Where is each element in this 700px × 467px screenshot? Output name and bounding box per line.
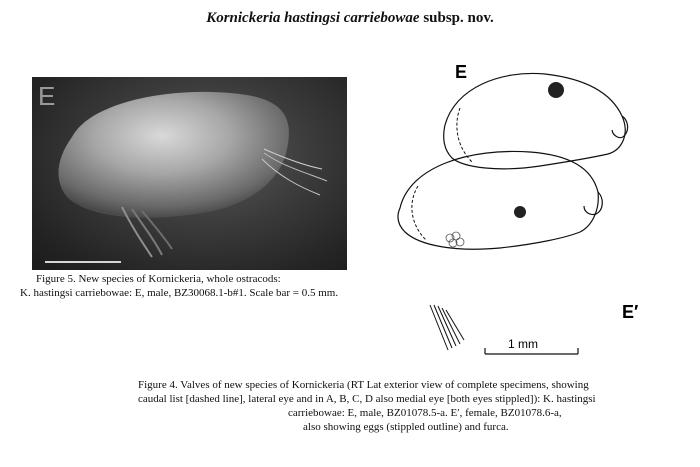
- figure4-caption: [138, 378, 698, 434]
- eggs-stippled: [446, 232, 464, 247]
- photo-label: E: [38, 81, 56, 111]
- valve-female-outline: [398, 151, 598, 249]
- lateral-eye-female: [514, 206, 526, 218]
- figure5-line1: Figure 5. New species of Kornickeria, whole ostracods:: [36, 273, 281, 285]
- caudal-list-female: [412, 186, 426, 240]
- figure4-line1: Figure 4. Valves of new species of Kornickeria (RT Lat exterior view of complete specimens, showing: [138, 379, 589, 391]
- title-species: Kornickeria hastingsi carriebowae: [206, 10, 420, 26]
- furca-drawing: [430, 305, 464, 350]
- figure4-line4: also showing eggs (stippled outline) and furca.: [303, 421, 509, 433]
- figure4-line3: carriebowae: E, male, BZ01078.5-a. E′, female, BZ01078.6-a,: [288, 407, 562, 419]
- drawing-label-bottom: E′: [622, 302, 639, 322]
- scale-bar: [45, 261, 121, 263]
- valve-drawings: [360, 50, 690, 370]
- figure4-line2: caudal list [dashed line], lateral eye and in A, B, C, D also medial eye [both eyes stippled]): K. hastingsi: [138, 393, 596, 405]
- ostracod-body: [32, 77, 347, 270]
- sem-photo-figure5: [32, 77, 347, 270]
- rostrum-female: [584, 192, 602, 215]
- figure5-line2: K. hastingsi carriebowae: E, male, BZ30068.1-b#1. Scale bar = 0.5 mm.: [20, 287, 339, 299]
- drawing-scale-label: 1 mm: [508, 337, 538, 351]
- valve-male-outline: [444, 73, 626, 168]
- title-suffix: subsp. nov.: [423, 10, 494, 26]
- drawing-scale-bar: [485, 337, 578, 354]
- caudal-list-male: [457, 108, 472, 162]
- figure5-caption: [20, 272, 400, 300]
- page-title: [0, 10, 700, 27]
- drawing-label-top: E: [455, 62, 468, 82]
- lateral-eye-male: [548, 82, 564, 98]
